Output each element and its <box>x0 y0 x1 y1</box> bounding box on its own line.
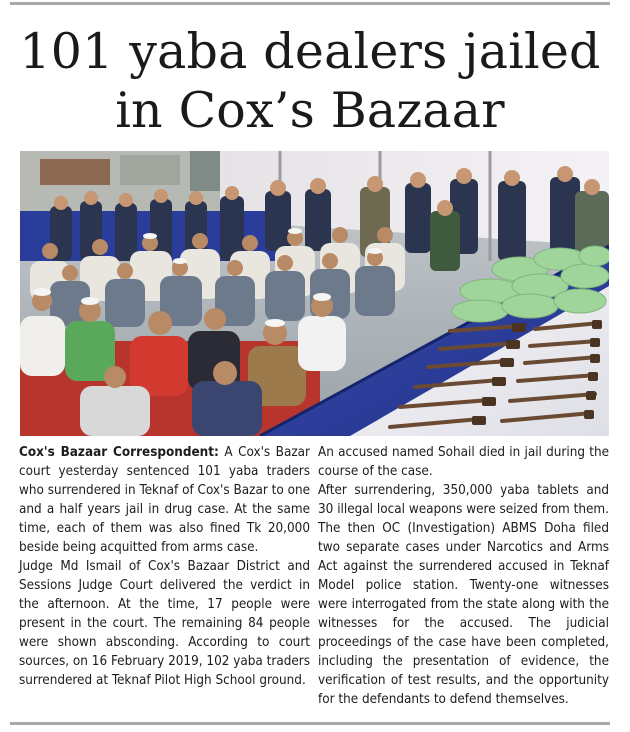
paragraph: After surrendering, 350,000 yaba tablets and 30 illegal local weapons were seized from them. The then OC (Investigation) ABMS Doha filed two separate cases under Narcotics and Arms Act against the surrendered accused in Teknaf Model police station. Twenty-one witnesses were interrogated from the state along with the witnesses for the accused. The judicial proceedings of the case have been completed, including the presentation of evidence, the verification of test results, and the opportunity for the defendants to defend themselves. <box>318 483 609 707</box>
paragraph-text: A Cox's Bazar court yesterday sentenced 101 yaba traders who surrendered in Teknaf of Cox's Bazar to one and a half years jail in drug case. At the same time, each of them was also fined Tk 20,000 beside being acquitted from arms case. <box>19 445 310 555</box>
article-column-left <box>19 443 310 709</box>
headline-line-1: 101 yaba dealers jailed <box>19 23 601 80</box>
bottom-rule <box>10 722 610 725</box>
top-rule <box>10 2 610 5</box>
news-photo <box>20 151 609 436</box>
headline <box>10 22 610 140</box>
paragraph <box>19 443 310 557</box>
headline-line-2: in Cox’s Bazaar <box>115 82 505 139</box>
paragraph: Judge Md Ismail of Cox's Bazaar District and Sessions Judge Court delivered the verdict in the afternoon. At the time, 17 people were present in the court. The remaining 84 people were shown absconding. According to court sources, on 16 February 2019, 102 yaba traders surrendered at Teknaf Pilot High School ground. <box>19 559 310 688</box>
article-column-right <box>318 443 609 709</box>
article-body <box>19 443 609 709</box>
byline: Cox's Bazaar Correspondent: <box>19 445 219 460</box>
paragraph: An accused named Sohail died in jail during the course of the case. <box>318 445 609 479</box>
